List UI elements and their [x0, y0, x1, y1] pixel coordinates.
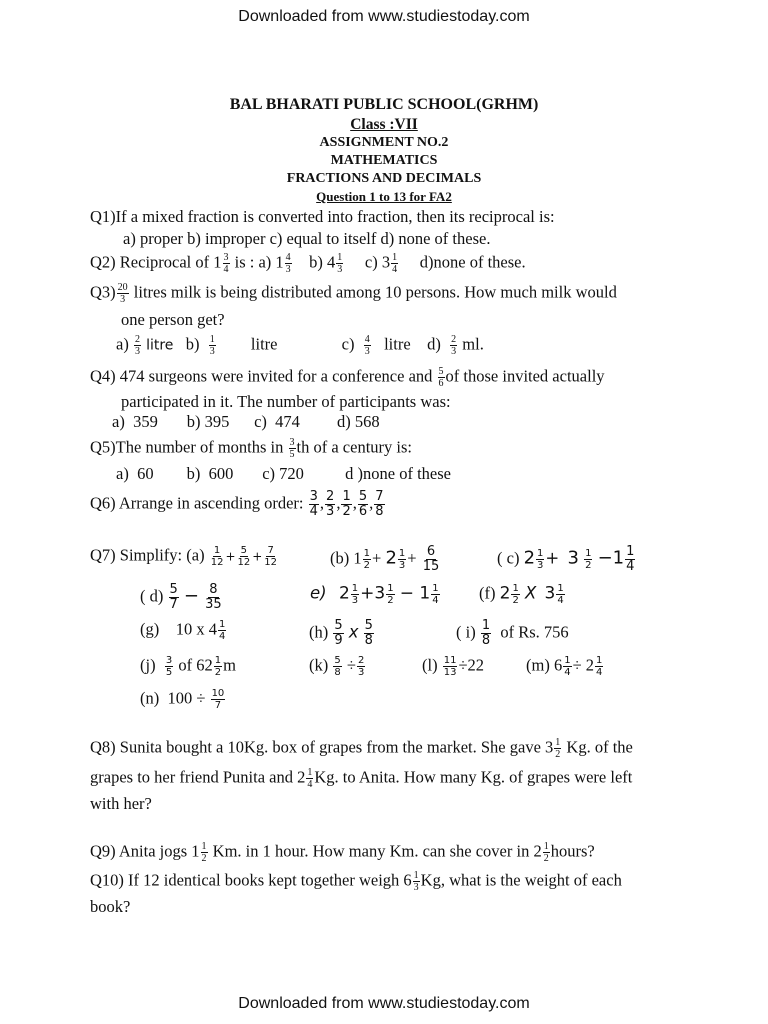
q6-f1-num: 3: [309, 489, 318, 504]
q3-text: litres milk is being distributed among 10 persons. How much milk would: [129, 282, 617, 302]
q3-d-fraction: [450, 334, 457, 357]
q6-fraction-5: [374, 490, 384, 519]
q3-c-den: 3: [364, 346, 370, 357]
q4-den: 6: [438, 378, 444, 389]
q2-b-label: b) 4: [309, 252, 336, 272]
q6-f3-num: 1: [342, 489, 351, 504]
q7h-f1-den: 9: [334, 633, 343, 648]
q7f-f2-den: 4: [557, 595, 564, 606]
question-3-options: [116, 334, 484, 357]
q2-c-label: c) 3: [364, 252, 391, 272]
q7i-fraction: [481, 619, 491, 648]
q7l-num: 11: [443, 655, 457, 666]
q7i-den: 8: [481, 633, 491, 648]
q7d-f2: [204, 583, 223, 612]
q7h-f1: [333, 619, 343, 648]
q3-a-unit: litre: [146, 337, 174, 354]
q7c-f3-num: 1: [626, 544, 635, 559]
q7a-f3-den: 12: [264, 557, 278, 568]
question-4: [90, 366, 605, 389]
q7n-den: 7: [214, 700, 222, 711]
q7f-f1-den: 2: [512, 595, 519, 606]
q7d-f2-num: 8: [209, 582, 218, 597]
q5-den: 5: [289, 449, 295, 460]
q10-den: 3: [413, 882, 419, 893]
q7-part-h: [309, 619, 375, 648]
q9-mid: Km. in 1 hour. How many Km. can she cover in 2: [208, 841, 542, 861]
q3-den: 3: [120, 294, 126, 305]
q3-label: Q3): [90, 282, 116, 302]
q7m-f2-num: 1: [596, 655, 603, 666]
q9-lead: Q9) Anita jogs 1: [90, 841, 200, 861]
class-label: Class :VII: [350, 116, 418, 133]
bottom-download-banner: Downloaded from www.studiestoday.com: [238, 995, 530, 1012]
q7j-f2-den: 2: [214, 667, 222, 678]
q3-a-label: a): [116, 334, 129, 354]
q7c-f1-num: 1: [537, 548, 544, 559]
q7k-div: ÷: [346, 655, 356, 675]
q7g-num: 1: [219, 619, 226, 630]
question-10-line-2: book?: [90, 897, 131, 916]
q7e-f3: [431, 583, 439, 606]
q7f-f2: [556, 583, 564, 606]
question-4-line-2: participated in it. The number of participants was:: [121, 392, 451, 411]
question-3: [90, 282, 617, 305]
q7e-f2-den: 2: [387, 595, 394, 606]
q7f-times: X: [524, 583, 537, 603]
q2-a-num: 4: [285, 252, 291, 263]
q2-b-fraction: [336, 252, 343, 275]
q4-num: 5: [438, 366, 444, 377]
q7h-f2: [364, 619, 374, 648]
q7f-f2-num: 1: [557, 583, 564, 594]
q8-fraction-1: [554, 737, 561, 760]
q8-tail-2: Kg. to Anita. How many Kg. of grapes were left: [314, 767, 633, 787]
q2-c-den: 4: [392, 264, 398, 275]
q3-a-num: 2: [134, 334, 140, 345]
top-download-banner: Downloaded from www.studiestoday.com: [238, 8, 530, 25]
question-range-note: Question 1 to 13 for FA2: [316, 189, 452, 204]
question-8: [90, 737, 633, 760]
q7f-w2: 3: [544, 583, 556, 604]
q7c-f3-den: 4: [626, 559, 635, 574]
q3-a-den: 3: [134, 346, 140, 357]
q7b-label: (b): [330, 548, 350, 568]
school-name: BAL BHARATI PUBLIC SCHOOL(GRHM): [229, 96, 539, 113]
q6-f5-num: 7: [375, 489, 384, 504]
q3-b-den: 3: [209, 346, 215, 357]
q7h-label: (h): [309, 622, 329, 642]
q7g-label: (g): [140, 619, 160, 639]
q8-lead: Q8) Sunita bought a 10Kg. box of grapes from the market. She gave 3: [90, 737, 554, 757]
q2-c-fraction: [391, 252, 398, 275]
q7k-f1: [333, 655, 341, 678]
q6-f1-den: 4: [309, 504, 318, 519]
q7e-f3-den: 4: [432, 595, 439, 606]
q6-f2-den: 3: [326, 504, 335, 519]
q8-f2-den: 4: [307, 779, 313, 790]
q7k-f1-den: 8: [334, 667, 341, 678]
q9-f2-den: 2: [543, 853, 549, 864]
q6-fraction-1: [309, 490, 319, 519]
q9-f2-num: 1: [543, 841, 549, 852]
q7-part-m: [526, 655, 604, 678]
question-1: Q1)If a mixed fraction is converted into fraction, then its reciprocal is:: [90, 207, 555, 226]
question-9: [90, 841, 595, 864]
q7k-f2-num: 2: [357, 655, 365, 666]
q7g-den: 4: [219, 631, 226, 642]
q3-d-den: 3: [451, 346, 457, 357]
q7k-label: (k): [309, 655, 329, 675]
q7d-minus: −: [183, 585, 199, 607]
q7j-fraction: [165, 655, 173, 678]
q7k-f2: [357, 655, 365, 678]
q7e-f2-num: 1: [387, 583, 394, 594]
q7m-f1-num: 1: [564, 655, 571, 666]
q7l-den: 13: [443, 667, 457, 678]
q6-fraction-4: [358, 490, 368, 519]
q7k-f1-num: 5: [334, 655, 341, 666]
question-3-line-2: one person get?: [121, 310, 225, 329]
q5-fraction: [289, 437, 296, 460]
q7n-text: 100 ÷: [167, 688, 206, 708]
q10-num: 1: [413, 870, 419, 881]
q7-part-d: [140, 583, 224, 612]
q7-part-i: [456, 619, 569, 648]
q3-a-fraction: [134, 334, 141, 357]
q9-fraction-1: [201, 841, 208, 864]
q7d-f1-num: 5: [169, 582, 178, 597]
q7d-f1: [169, 583, 179, 612]
q7b-f3-den: 15: [422, 559, 440, 574]
q2-lead-end: is : a) 1: [230, 252, 284, 272]
q7c-f1: [536, 548, 544, 571]
q2-a-fraction: [285, 252, 292, 275]
q10-fraction: [413, 870, 420, 893]
q7h-f2-den: 8: [364, 633, 373, 648]
q3-c-unit: litre: [384, 334, 411, 354]
plus-sign: +: [372, 548, 382, 568]
question-5-options: a) 60 b) 600 c) 720 d )none of these: [116, 464, 451, 483]
q7h-times: x: [348, 622, 359, 642]
question-4-options: a) 359 b) 395 c) 474 d) 568: [112, 412, 380, 431]
q7j-of: of 62: [178, 655, 213, 675]
plus-sign: +: [252, 549, 263, 564]
q7i-label: ( i): [456, 622, 476, 642]
q2-d-label: d)none of these.: [419, 252, 526, 272]
q8-f1-num: 1: [555, 737, 561, 748]
q7c-w1: 2: [523, 547, 536, 569]
q3-d-label: d): [427, 334, 441, 354]
q8-f1-den: 2: [555, 749, 561, 760]
q7b-f1-den: 2: [363, 560, 370, 571]
q2-lead: Q2) Reciprocal of 1: [90, 252, 222, 272]
q7a-f1: [210, 545, 225, 568]
q7c-f2-den: 2: [585, 560, 592, 571]
q6-f5-den: 8: [375, 504, 384, 519]
q5-lead: Q5)The number of months in: [90, 437, 288, 457]
q7l-label: (l): [422, 655, 438, 675]
q5-num: 3: [289, 437, 295, 448]
q6-f4-num: 5: [358, 489, 368, 504]
q7e-f1: [351, 583, 359, 606]
q7n-label: (n): [140, 688, 160, 708]
q7e-w1: 2: [338, 583, 350, 604]
q7-part-l: [422, 655, 484, 678]
q2-num: 3: [223, 252, 229, 263]
q9-f1-den: 2: [201, 853, 207, 864]
q7e-label: e): [310, 583, 327, 603]
q7b-f2: [398, 548, 406, 571]
q7e-f2: [386, 583, 394, 606]
q8-tail-1: Kg. of the: [562, 737, 633, 757]
q7f-w1: 2: [499, 583, 511, 604]
q7e-w2: +3: [360, 583, 386, 604]
q7-part-k: [309, 655, 366, 678]
q7m-f2: [595, 655, 603, 678]
q7j-den: 5: [165, 667, 173, 678]
q7e-w3: − 1: [399, 583, 431, 604]
q7l-text: ÷22: [458, 655, 484, 675]
q9-f1-num: 1: [201, 841, 207, 852]
plus-sign: +: [225, 549, 236, 564]
q6-sep: ,: [369, 493, 374, 513]
q7j-fraction-2: [214, 655, 222, 678]
q7b-f2-den: 3: [398, 560, 406, 571]
q2-fraction: [223, 252, 230, 275]
q7h-f1-num: 5: [334, 618, 343, 633]
q7-part-c: [497, 545, 636, 574]
q7e-f3-num: 1: [432, 583, 439, 594]
q3-fraction: [117, 282, 129, 305]
q7c-f3: [625, 545, 635, 574]
question-10: [90, 870, 622, 893]
q7d-label: ( d): [140, 586, 164, 606]
q7-part-n: [140, 688, 226, 711]
q7m-w1: 6: [553, 655, 563, 675]
q6-f3-den: 2: [342, 504, 351, 519]
question-6: [90, 490, 386, 519]
q9-fraction-2: [543, 841, 550, 864]
question-5: [90, 437, 412, 460]
question-7: [90, 545, 279, 568]
q4-fraction: [438, 366, 445, 389]
q7-part-e: [310, 583, 441, 606]
q6-sep: ,: [352, 493, 357, 513]
q10-lead: Q10) If 12 identical books kept together weigh 6: [90, 870, 412, 890]
q3-b-unit: litre: [250, 334, 278, 354]
q7d-f2-den: 35: [205, 597, 222, 612]
q6-sep: ,: [319, 493, 325, 513]
q7-part-b: [330, 545, 441, 574]
q7k-f2-den: 3: [357, 667, 365, 678]
q7j-unit: m: [223, 655, 236, 675]
q7b-f1: [363, 548, 371, 571]
question-1-options: a) proper b) improper c) equal to itself d) none of these.: [123, 229, 491, 248]
assignment-label: ASSIGNMENT NO.2: [319, 135, 449, 150]
q6-lead: Q6) Arrange in ascending order:: [90, 493, 308, 513]
q9-tail: hours?: [550, 841, 595, 861]
q2-den: 4: [223, 264, 229, 275]
q7n-fraction: [211, 688, 226, 711]
question-8-line-3: with her?: [90, 794, 152, 813]
q7i-num: 1: [481, 618, 491, 633]
q7j-f2-num: 1: [214, 655, 222, 666]
q7a-f3-num: 7: [267, 545, 274, 556]
q7a-f2-num: 5: [240, 545, 248, 556]
topic-label: FRACTIONS AND DECIMALS: [286, 171, 482, 186]
q7a-f3: [263, 545, 278, 568]
q7b-w1: 1: [353, 548, 362, 568]
q2-c-num: 1: [392, 252, 398, 263]
question-8-line-2: [90, 767, 632, 790]
q8-f2-num: 1: [307, 767, 313, 778]
q2-b-den: 3: [337, 264, 343, 275]
q6-f4-den: 6: [358, 504, 368, 519]
q7g-fraction: [218, 619, 226, 642]
q3-c-num: 4: [364, 334, 370, 345]
q7l-fraction: [443, 655, 458, 678]
q7i-text: of Rs. 756: [500, 622, 569, 642]
q7c-w2: 3: [567, 547, 579, 569]
q6-fraction-2: [325, 490, 335, 519]
q7a-f1-num: 1: [213, 545, 221, 556]
question-2: [90, 252, 526, 275]
q3-b-num: 1: [209, 334, 215, 345]
q5-tail: th of a century is:: [296, 437, 412, 457]
plus-sign: +: [545, 548, 560, 568]
q7f-f1: [511, 583, 519, 606]
q7c-f1-den: 3: [537, 560, 544, 571]
q6-sep: ,: [336, 493, 341, 513]
q3-b-label: b): [185, 334, 200, 354]
q3-b-fraction: [209, 334, 216, 357]
q7-part-f: [479, 583, 566, 606]
subject-label: MATHEMATICS: [330, 153, 438, 168]
q2-b-num: 1: [337, 252, 343, 263]
q7m-f2-den: 4: [596, 667, 603, 678]
q7-lead: Q7) Simplify: (a): [90, 545, 205, 565]
q7h-f2-num: 5: [364, 618, 373, 633]
q3-c-label: c): [341, 334, 355, 354]
q7c-minus: −1: [597, 547, 625, 569]
q7c-f2-num: 1: [585, 548, 592, 559]
q7d-f1-den: 7: [169, 597, 178, 612]
q3-d-num: 2: [451, 334, 457, 345]
q7j-num: 3: [165, 655, 173, 666]
q7b-f2-num: 1: [398, 548, 406, 559]
q7b-f3-num: 6: [426, 544, 436, 559]
q10-tail: Kg, what is the weight of each: [420, 870, 622, 890]
q6-fraction-3: [341, 490, 351, 519]
q7a-f2: [237, 545, 252, 568]
q7m-f1-den: 4: [564, 667, 571, 678]
q7b-f1-num: 1: [363, 548, 370, 559]
q7a-f2-den: 12: [237, 557, 251, 568]
q4-tail: of those invited actually: [445, 366, 605, 386]
q7g-text: 10 x 4: [175, 619, 217, 639]
q3-c-fraction: [364, 334, 371, 357]
q7f-label: (f): [479, 583, 496, 603]
q2-a-den: 3: [285, 264, 291, 275]
q7b-w2: 2: [385, 547, 397, 569]
q7-part-g: [140, 619, 227, 642]
q7j-label: (j): [140, 655, 156, 675]
q8-fraction-2: [306, 767, 313, 790]
q3-num: 20: [117, 282, 128, 293]
q7n-num: 10: [211, 688, 225, 699]
q7b-f3: [422, 545, 441, 574]
q7-part-j: [140, 655, 236, 678]
q7c-f2: [584, 548, 592, 571]
q7m-div: ÷ 2: [572, 655, 595, 675]
q7m-label: (m): [526, 655, 550, 675]
q8-lead-2: grapes to her friend Punita and 2: [90, 767, 306, 787]
q7c-label: ( c): [497, 548, 520, 568]
q7a-f1-den: 12: [210, 557, 224, 568]
q6-f2-num: 2: [326, 489, 335, 504]
q3-d-unit: ml.: [462, 334, 484, 354]
q7m-f1: [563, 655, 571, 678]
q4-lead: Q4) 474 surgeons were invited for a conference and: [90, 366, 437, 386]
q7e-f1-num: 1: [351, 583, 359, 594]
q7e-f1-den: 3: [351, 595, 359, 606]
q7f-f1-num: 1: [512, 583, 519, 594]
plus-sign: +: [407, 548, 417, 568]
